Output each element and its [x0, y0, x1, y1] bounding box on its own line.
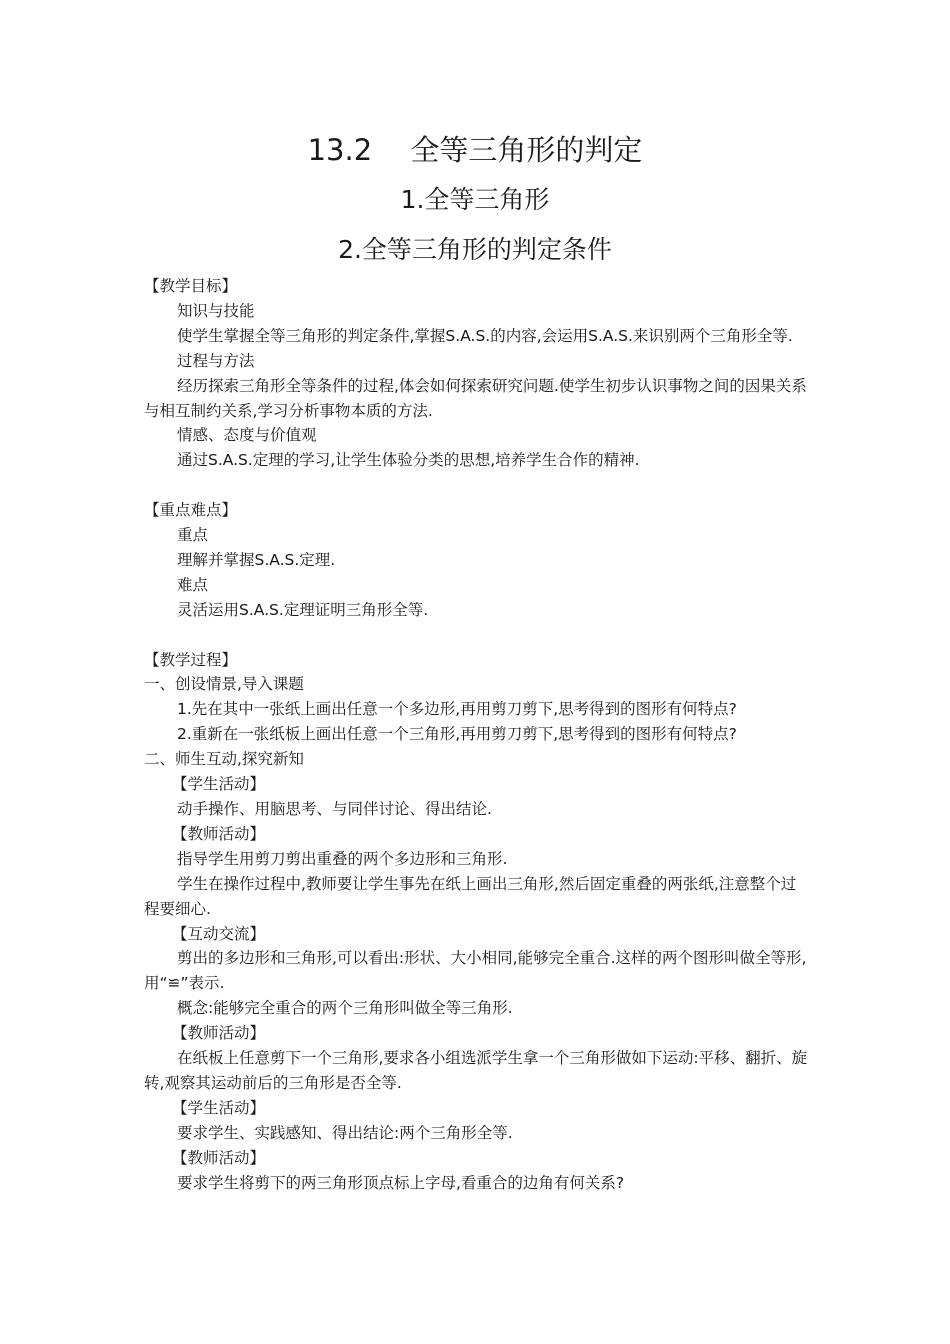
knowledge-text: 使学生掌握全等三角形的判定条件,掌握S.A.S.的内容,会运用S.A.S.来识别两个三角形全等. [177, 326, 793, 345]
student-activity-label: 【学生活动】 [172, 775, 266, 794]
teacher-activity-text: 要求学生将剪下的两三角形顶点标上字母,看重合的边角有何关系? [177, 1173, 625, 1192]
student-activity-label: 【学生活动】 [172, 1098, 266, 1117]
teacher-activity-label: 【教师活动】 [172, 824, 266, 843]
subtitle-2: 2.全等三角形的判定条件 [338, 235, 612, 264]
document-body [144, 274, 808, 1196]
knowledge-label: 知识与技能 [177, 301, 255, 320]
emotion-label: 情感、态度与价值观 [177, 426, 317, 445]
process-text: 经历探索三角形全等条件的过程,体会如何探索研究问题.使学生初步认识事物之间的因果关系与相互制约关系,学习分析事物本质的方法. [144, 376, 807, 420]
key-text: 理解并掌握S.A.S.定理. [177, 550, 336, 569]
spacer [144, 623, 808, 648]
main-title: 13.2 全等三角形的判定 [307, 133, 643, 167]
process-label: 过程与方法 [177, 351, 255, 370]
teacher-activity-label: 【教师活动】 [172, 1148, 266, 1167]
section1-title: 一、创设情景,导入课题 [144, 675, 304, 694]
section1-question-1: 1.先在其中一张纸上画出任意一个多边形,再用剪刀剪下,思考得到的图形有何特点? [177, 700, 737, 719]
keypoints-heading: 【重点难点】 [144, 501, 238, 520]
difficult-label: 难点 [177, 575, 209, 594]
key-label: 重点 [177, 526, 209, 545]
spacer [144, 473, 808, 498]
teacher-activity-label: 【教师活动】 [172, 1024, 266, 1043]
section2-title: 二、师生互动,探究新知 [144, 750, 304, 769]
teacher-activity-text: 在纸板上任意剪下一个三角形,要求各小组选派学生拿一个三角形做如下运动:平移、翻折、旋转,观察其运动前后的三角形是否全等. [144, 1049, 808, 1092]
section1-question-2: 2.重新在一张纸板上画出任意一个三角形,再用剪刀剪下,思考得到的图形有何特点? [177, 725, 737, 744]
student-activity-text: 动手操作、用脑思考、与同伴讨论、得出结论. [177, 800, 492, 818]
title-block [0, 128, 950, 270]
emotion-text: 通过S.A.S.定理的学习,让学生体验分类的思想,培养学生合作的精神. [177, 451, 640, 470]
student-activity-text: 要求学生、实践感知、得出结论:两个三角形全等. [177, 1123, 513, 1142]
interaction-label: 【互动交流】 [172, 924, 266, 943]
objectives-heading: 【教学目标】 [144, 277, 238, 295]
difficult-text: 灵活运用S.A.S.定理证明三角形全等. [177, 600, 429, 619]
teacher-activity-text: 指导学生用剪刀剪出重叠的两个多边形和三角形. [177, 849, 508, 868]
interaction-text: 剪出的多边形和三角形,可以看出:形状、大小相同,能够完全重合.这样的两个图形叫做全等形,用“≌”表示. [144, 949, 807, 993]
concept-text: 概念:能够完全重合的两个三角形叫做全等三角形. [177, 999, 513, 1018]
subtitle-1: 1.全等三角形 [400, 185, 550, 214]
process-heading: 【教学过程】 [144, 650, 238, 669]
teacher-activity-text: 学生在操作过程中,教师要让学生事先在纸上画出三角形,然后固定重叠的两张纸,注意整个过程要细心. [144, 874, 797, 918]
